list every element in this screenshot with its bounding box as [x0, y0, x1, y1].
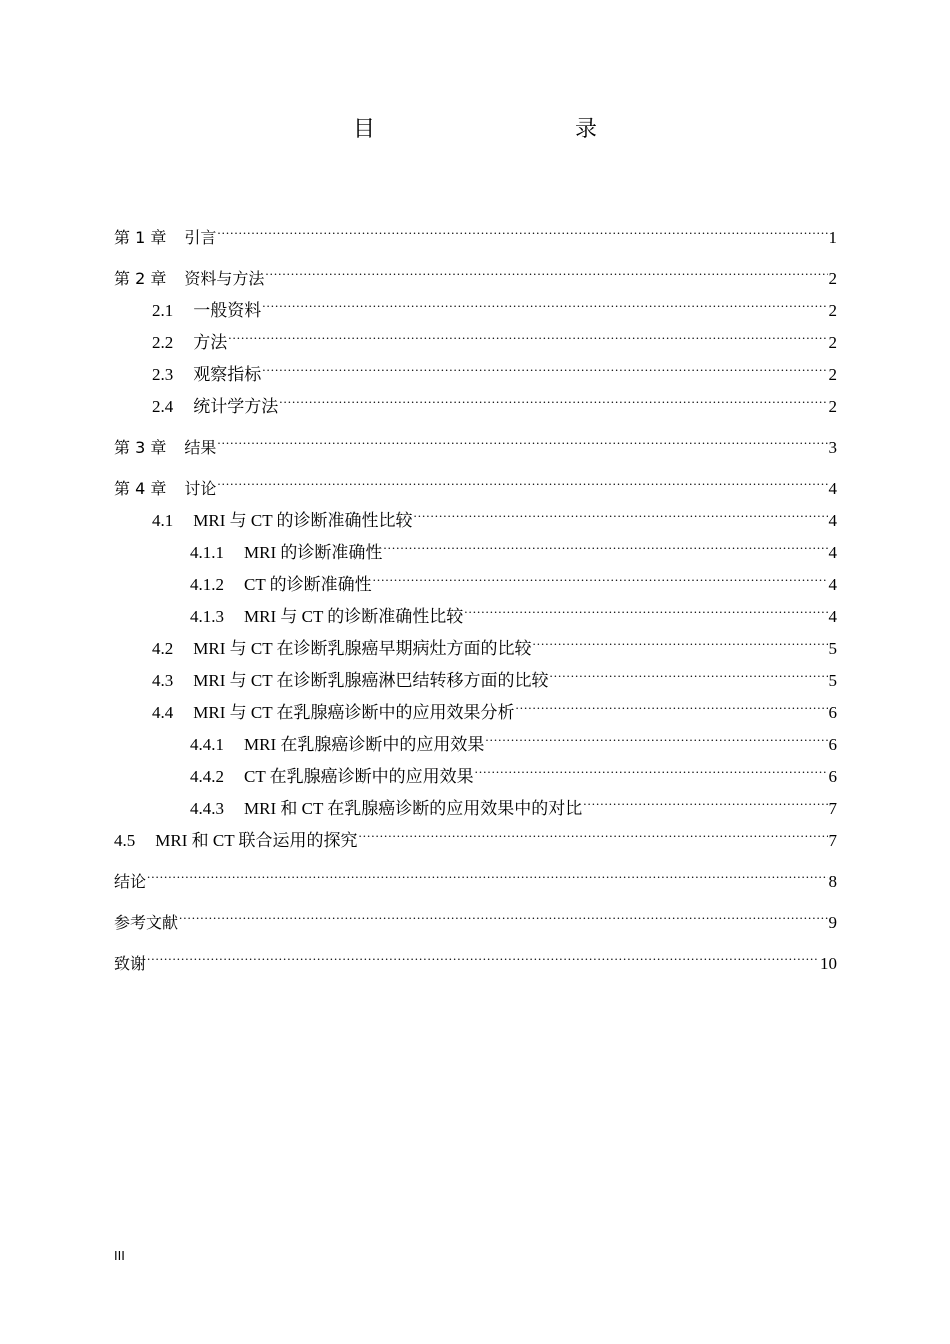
- toc-entry-chapter-3[interactable]: [114, 421, 837, 457]
- dot-leader: [217, 421, 827, 453]
- toc-entry-label: 结果: [184, 438, 217, 457]
- dot-leader: [414, 494, 828, 526]
- dot-leader: [485, 718, 827, 750]
- toc-entry-label: MRI 的诊断准确性: [244, 543, 383, 562]
- toc-entry-page: 9: [828, 913, 837, 932]
- dot-leader: [533, 622, 828, 654]
- toc-entry-page: 3: [828, 438, 837, 457]
- dot-leader: [262, 284, 827, 316]
- toc-entry-page: 6: [828, 735, 837, 754]
- toc-entry-page: 10: [820, 954, 837, 973]
- dot-leader: [475, 750, 828, 782]
- toc-entry-number: 第 1 章: [114, 228, 167, 247]
- toc-entry-page: 4: [828, 543, 837, 562]
- toc-entry-4-1[interactable]: [114, 494, 837, 530]
- toc-entry-label: 讨论: [184, 479, 217, 498]
- toc-entry-number: 2.4: [152, 397, 174, 416]
- dot-leader: [217, 211, 827, 243]
- toc-entry-label: 观察指标: [193, 365, 262, 384]
- toc-entry-page: 7: [828, 799, 837, 818]
- toc-entry-page: 2: [828, 333, 837, 352]
- table-of-contents: [114, 211, 837, 973]
- toc-entry-number: 4.1.3: [190, 607, 224, 626]
- dot-leader: [516, 686, 828, 718]
- toc-entry-page: 1: [828, 228, 837, 247]
- toc-entry-number: 4.5: [114, 831, 136, 850]
- toc-entry-number: 2.3: [152, 365, 174, 384]
- dot-leader: [228, 316, 827, 348]
- toc-entry-page: 5: [828, 671, 837, 690]
- toc-entry-number: 第 3 章: [114, 438, 167, 457]
- dot-leader: [373, 558, 828, 590]
- toc-entry-label: 引言: [184, 228, 217, 247]
- toc-entry-label: 一般资料: [193, 301, 262, 320]
- toc-entry-page: 6: [828, 703, 837, 722]
- toc-entry-number: 4.4: [152, 703, 174, 722]
- toc-entry-label: MRI 与 CT 在乳腺癌诊断中的应用效果分析: [193, 703, 515, 722]
- dot-leader: [550, 654, 828, 686]
- toc-entry-label: 方法: [193, 333, 228, 352]
- toc-entry-chapter-1[interactable]: [114, 211, 837, 247]
- toc-entry-references[interactable]: [114, 896, 837, 932]
- toc-entry-page: 2: [828, 365, 837, 384]
- toc-entry-page: 5: [828, 639, 837, 658]
- toc-entry-label: CT 在乳腺癌诊断中的应用效果: [244, 767, 474, 786]
- toc-entry-chapter-2[interactable]: [114, 252, 837, 288]
- toc-entry-page: 4: [828, 607, 837, 626]
- toc-entry-label: MRI 与 CT 的诊断准确性比较: [193, 511, 413, 530]
- toc-entry-number: 2.1: [152, 301, 174, 320]
- toc-entry-number: 4.1.1: [190, 543, 224, 562]
- dot-leader: [359, 814, 828, 846]
- toc-entry-label: MRI 在乳腺癌诊断中的应用效果: [244, 735, 485, 754]
- toc-entry-page: 7: [828, 831, 837, 850]
- toc-entry-page: 4: [828, 575, 837, 594]
- toc-entry-page: 4: [828, 511, 837, 530]
- footer-page-number: III: [114, 1248, 125, 1263]
- toc-entry-label: 参考文献: [114, 913, 179, 932]
- dot-leader: [262, 348, 827, 380]
- dot-leader: [217, 462, 827, 494]
- toc-entry-number: 2.2: [152, 333, 174, 352]
- toc-entry-label: 结论: [114, 872, 147, 891]
- toc-entry-number: 4.2: [152, 639, 174, 658]
- toc-entry-label: 统计学方法: [193, 397, 279, 416]
- toc-entry-label: MRI 与 CT 在诊断乳腺癌淋巴结转移方面的比较: [193, 671, 549, 690]
- dot-leader: [383, 526, 827, 558]
- toc-entry-page: 2: [828, 301, 837, 320]
- toc-entry-number: 4.4.2: [190, 767, 224, 786]
- toc-entry-page: 4: [828, 479, 837, 498]
- toc-entry-number: 4.1: [152, 511, 174, 530]
- toc-entry-number: 第 2 章: [114, 269, 167, 288]
- toc-entry-label: MRI 与 CT 在诊断乳腺癌早期病灶方面的比较: [193, 639, 532, 658]
- toc-entry-label: 致谢: [114, 954, 147, 973]
- toc-entry-label: CT 的诊断准确性: [244, 575, 372, 594]
- toc-entry-page: 6: [828, 767, 837, 786]
- toc-entry-number: 4.4.1: [190, 735, 224, 754]
- toc-entry-page: 2: [828, 269, 837, 288]
- toc-entry-label: MRI 和 CT 联合运用的探究: [155, 831, 358, 850]
- toc-entry-page: 2: [828, 397, 837, 416]
- toc-entry-number: 4.4.3: [190, 799, 224, 818]
- dot-leader: [147, 937, 819, 969]
- toc-entry-number: 4.1.2: [190, 575, 224, 594]
- toc-entry-label: MRI 和 CT 在乳腺癌诊断的应用效果中的对比: [244, 799, 583, 818]
- dot-leader: [179, 896, 827, 928]
- toc-title: 目 录: [352, 117, 649, 142]
- toc-entry-chapter-4[interactable]: [114, 462, 837, 498]
- toc-entry-acknowledgements[interactable]: [114, 937, 837, 973]
- toc-entry-number: 第 4 章: [114, 479, 167, 498]
- dot-leader: [265, 252, 827, 284]
- dot-leader: [583, 782, 827, 814]
- toc-entry-label: 资料与方法: [184, 269, 265, 288]
- toc-entry-conclusion[interactable]: [114, 855, 837, 891]
- toc-entry-number: 4.3: [152, 671, 174, 690]
- toc-entry-page: 8: [828, 872, 837, 891]
- toc-entry-label: MRI 与 CT 的诊断准确性比较: [244, 607, 464, 626]
- dot-leader: [147, 855, 827, 887]
- dot-leader: [464, 590, 827, 622]
- dot-leader: [279, 380, 827, 412]
